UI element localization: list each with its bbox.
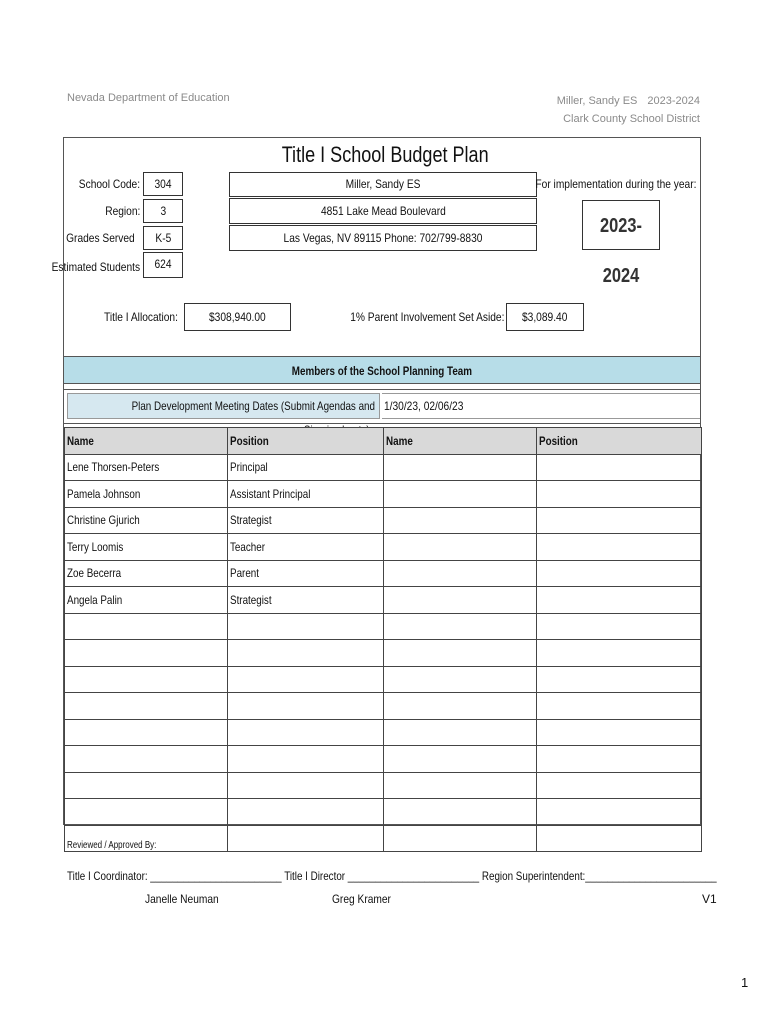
member-position-cell[interactable] bbox=[228, 640, 384, 667]
column-header-name: Name bbox=[384, 428, 537, 455]
school-name-field[interactable]: Miller, Sandy ES bbox=[229, 172, 537, 197]
column-header-name: Name bbox=[65, 428, 228, 455]
header-year: 2023-2024 bbox=[647, 95, 700, 107]
member-name-cell[interactable]: Lene Thorsen-Peters bbox=[65, 454, 228, 481]
member-position-cell[interactable] bbox=[537, 534, 702, 561]
table-row bbox=[65, 587, 702, 614]
member-position-cell[interactable] bbox=[537, 560, 702, 587]
grades-label: Grades Served bbox=[66, 231, 135, 245]
header-school-info bbox=[557, 92, 700, 128]
member-name-cell[interactable] bbox=[384, 587, 537, 614]
member-position-cell[interactable] bbox=[537, 640, 702, 667]
school-code-field[interactable]: 304 bbox=[143, 172, 183, 196]
table-row bbox=[65, 560, 702, 587]
meeting-dates-label: Plan Development Meeting Dates (Submit Agendas and bbox=[67, 393, 380, 419]
school-code-label: School Code: bbox=[78, 177, 140, 191]
member-position-cell[interactable] bbox=[537, 613, 702, 640]
table-row bbox=[65, 507, 702, 534]
page-number: 1 bbox=[741, 975, 749, 990]
member-position-cell[interactable] bbox=[228, 693, 384, 720]
member-name-cell[interactable] bbox=[65, 613, 228, 640]
table-row bbox=[65, 772, 702, 799]
member-position-cell[interactable]: Strategist bbox=[228, 507, 384, 534]
divider bbox=[64, 423, 700, 424]
address-line1-field[interactable]: 4851 Lake Mead Boulevard bbox=[229, 198, 537, 224]
member-position-cell[interactable] bbox=[537, 507, 702, 534]
column-header-position: Position bbox=[537, 428, 702, 455]
member-position-cell[interactable]: Parent bbox=[228, 560, 384, 587]
title1-allocation-label: Title I Allocation: bbox=[104, 310, 178, 324]
member-name-cell[interactable] bbox=[65, 772, 228, 799]
member-name-cell[interactable] bbox=[65, 719, 228, 746]
header-district: Clark County School District bbox=[563, 113, 700, 125]
reviewed-label: Reviewed / Approved By: bbox=[67, 840, 157, 851]
member-position-cell[interactable] bbox=[228, 666, 384, 693]
member-name-cell[interactable] bbox=[384, 454, 537, 481]
table-row bbox=[65, 799, 702, 826]
member-name-cell[interactable] bbox=[384, 640, 537, 667]
implementation-label: For implementation during the year: bbox=[534, 177, 696, 191]
member-position-cell[interactable] bbox=[537, 693, 702, 720]
member-position-cell[interactable]: Strategist bbox=[228, 587, 384, 614]
member-name-cell[interactable] bbox=[384, 507, 537, 534]
students-label: Estimated Students bbox=[51, 260, 140, 274]
students-field[interactable]: 624 bbox=[143, 252, 183, 278]
parent-involvement-label: 1% Parent Involvement Set Aside: bbox=[349, 310, 504, 324]
member-name-cell[interactable]: Pamela Johnson bbox=[65, 481, 228, 508]
member-name-cell[interactable] bbox=[384, 719, 537, 746]
member-position-cell[interactable] bbox=[228, 746, 384, 773]
table-row bbox=[65, 534, 702, 561]
member-position-cell[interactable] bbox=[537, 772, 702, 799]
member-name-cell[interactable] bbox=[384, 799, 537, 826]
member-name-cell[interactable] bbox=[384, 481, 537, 508]
member-name-cell[interactable] bbox=[65, 693, 228, 720]
table-row bbox=[65, 481, 702, 508]
member-position-cell[interactable] bbox=[228, 613, 384, 640]
member-name-cell[interactable]: Angela Palin bbox=[65, 587, 228, 614]
table-row bbox=[65, 746, 702, 773]
member-name-cell[interactable] bbox=[384, 693, 537, 720]
member-position-cell[interactable]: Teacher bbox=[228, 534, 384, 561]
member-name-cell[interactable] bbox=[384, 772, 537, 799]
table-row bbox=[65, 613, 702, 640]
member-position-cell[interactable] bbox=[537, 481, 702, 508]
member-name-cell[interactable]: Terry Loomis bbox=[65, 534, 228, 561]
title1-allocation-field[interactable]: $308,940.00 bbox=[184, 303, 291, 331]
planning-team-heading: Members of the School Planning Team bbox=[64, 356, 700, 384]
planning-team-table bbox=[64, 427, 702, 852]
member-position-cell[interactable] bbox=[537, 587, 702, 614]
header-department: Nevada Department of Education bbox=[67, 92, 230, 104]
coordinator-name: Janelle Neuman bbox=[145, 892, 219, 906]
member-name-cell[interactable] bbox=[384, 666, 537, 693]
member-name-cell[interactable] bbox=[65, 666, 228, 693]
member-name-cell[interactable] bbox=[65, 799, 228, 826]
table-row bbox=[65, 719, 702, 746]
region-label: Region: bbox=[104, 204, 140, 218]
member-name-cell[interactable] bbox=[65, 640, 228, 667]
table-row bbox=[65, 640, 702, 667]
member-name-cell[interactable] bbox=[384, 746, 537, 773]
member-position-cell[interactable]: Principal bbox=[228, 454, 384, 481]
signature-line: Title I Coordinator: ________________________ Title I Director ________________________ Region Superintendent:________________________ bbox=[67, 869, 717, 883]
address-line2-field[interactable]: Las Vegas, NV 89115 Phone: 702/799-8830 bbox=[229, 225, 537, 251]
member-position-cell[interactable] bbox=[537, 666, 702, 693]
header-school-name: Miller, Sandy ES bbox=[556, 95, 638, 107]
member-position-cell[interactable] bbox=[228, 799, 384, 826]
region-field[interactable]: 3 bbox=[143, 199, 183, 223]
table-row bbox=[65, 454, 702, 481]
table-header-row bbox=[65, 428, 702, 455]
meeting-dates-field[interactable]: 1/30/23, 02/06/23 bbox=[382, 393, 700, 419]
member-position-cell[interactable] bbox=[228, 719, 384, 746]
implementation-year-box: 2023-2024 bbox=[582, 200, 660, 250]
member-position-cell[interactable] bbox=[228, 772, 384, 799]
member-position-cell[interactable] bbox=[537, 746, 702, 773]
member-name-cell[interactable] bbox=[384, 560, 537, 587]
table-row bbox=[65, 666, 702, 693]
member-position-cell[interactable] bbox=[537, 799, 702, 826]
member-position-cell[interactable] bbox=[228, 825, 384, 852]
director-name: Greg Kramer bbox=[332, 892, 391, 906]
member-position-cell[interactable] bbox=[537, 719, 702, 746]
member-name-cell[interactable] bbox=[384, 613, 537, 640]
member-name-cell[interactable] bbox=[384, 534, 537, 561]
member-name-cell[interactable] bbox=[65, 746, 228, 773]
version-label: V1 bbox=[702, 892, 717, 906]
member-position-cell[interactable] bbox=[537, 825, 702, 852]
page-title: Title I School Budget Plan bbox=[281, 142, 489, 167]
column-header-position: Position bbox=[228, 428, 384, 455]
divider bbox=[64, 389, 700, 390]
grades-field[interactable]: K-5 bbox=[143, 226, 183, 250]
member-name-cell[interactable]: Christine Gjurich bbox=[65, 507, 228, 534]
member-position-cell[interactable]: Assistant Principal bbox=[228, 481, 384, 508]
member-name-cell[interactable]: Zoe Becerra bbox=[65, 560, 228, 587]
member-name-cell[interactable] bbox=[384, 825, 537, 852]
member-position-cell[interactable] bbox=[537, 454, 702, 481]
table-row bbox=[65, 693, 702, 720]
parent-involvement-field[interactable]: $3,089.40 bbox=[506, 303, 584, 331]
